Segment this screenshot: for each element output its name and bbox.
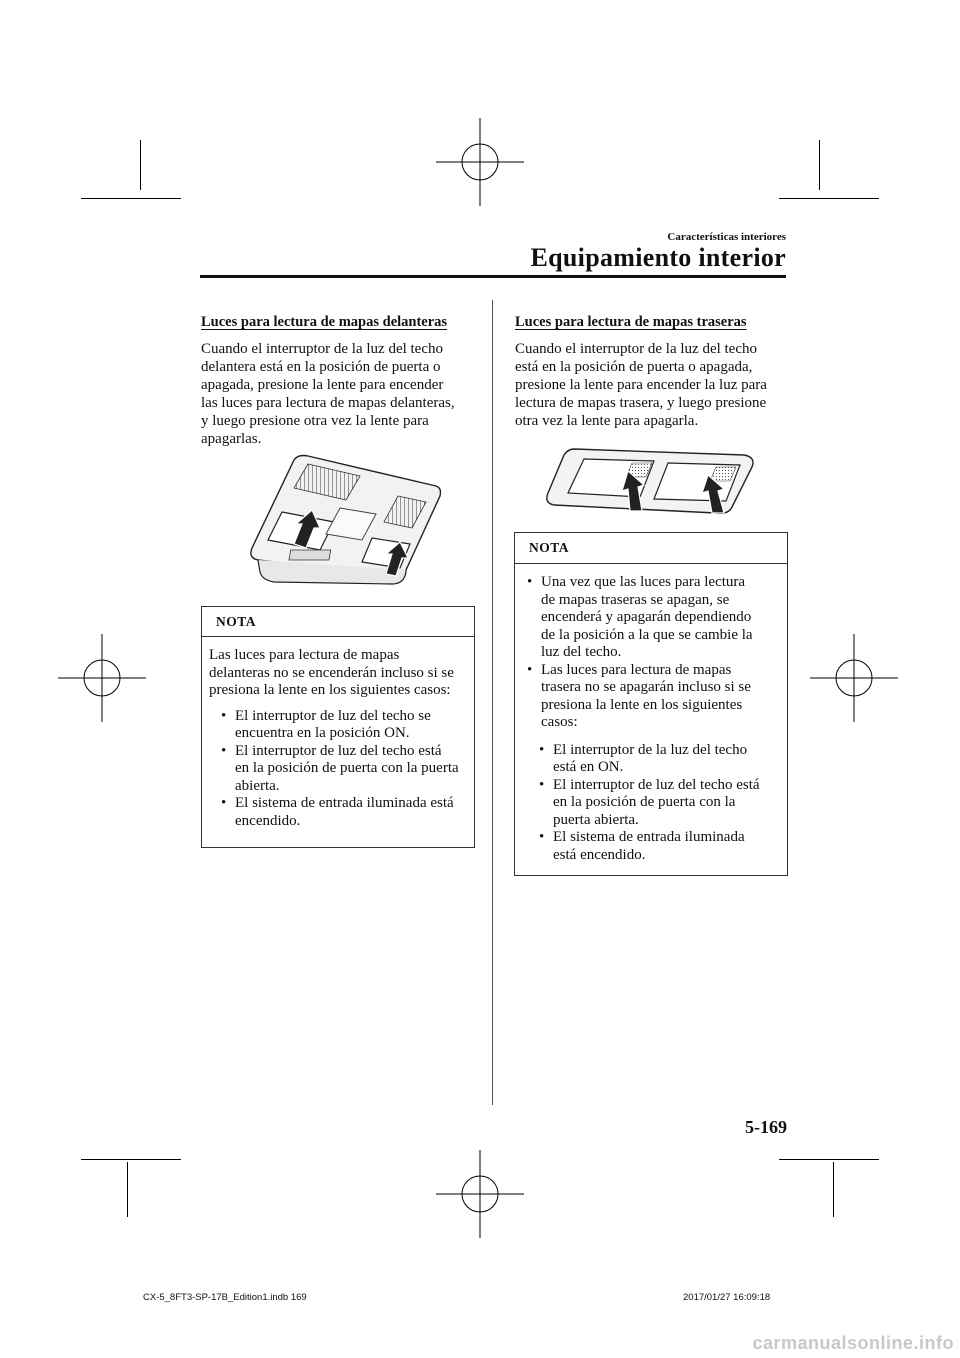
paragraph-line: y luego presione otra vez la lente para: [201, 413, 429, 429]
rear-note-box: [514, 532, 788, 876]
paragraph-line: lectura de mapas trasera, y luego presione: [515, 395, 767, 411]
bullet-line: El interruptor de luz del techo está: [553, 776, 760, 793]
note-line: presiona la lente en los siguientes casos:: [209, 682, 451, 698]
page-title: Equipamiento interior: [530, 243, 786, 272]
bullet-line: de la posición a la que se cambie la: [541, 626, 753, 643]
bullet-dot: •: [539, 776, 545, 793]
paragraph-line: Cuando el interruptor de la luz del techo: [201, 341, 443, 357]
paragraph-line: Cuando el interruptor de la luz del techo: [515, 341, 757, 357]
note-line: Las luces para lectura de mapas: [209, 647, 400, 663]
footer-filename: CX-5_8FT3-SP-17B_Edition1.indb 169: [143, 1292, 307, 1303]
bullet-line: encenderá y apagarán dependiendo: [541, 609, 752, 625]
footer-timestamp: 2017/01/27 16:09:18: [683, 1292, 771, 1303]
paragraph-line: presione la lente para encender la luz para: [515, 377, 767, 393]
rear-lamps-heading: Luces para lectura de mapas traseras: [515, 314, 747, 330]
bullet-dot: •: [539, 829, 545, 845]
note-line: delanteras no se encenderán incluso si se: [209, 664, 454, 681]
bullet-line: El sistema de entrada iluminada está: [235, 795, 454, 811]
bullet-dot: •: [221, 707, 227, 724]
bullet-dot: •: [539, 741, 545, 758]
note-body: [202, 637, 474, 840]
front-map-lamp-illustration: [236, 452, 466, 586]
bullet-line: en la posición de puerta con la: [553, 794, 736, 810]
rear-map-lamp-illustration: [544, 445, 762, 517]
rear-lamps-paragraph: [515, 340, 767, 430]
bullet-line: puerta abierta.: [553, 811, 639, 828]
front-note-box: [201, 606, 475, 848]
paragraph-line: está en la posición de puerta o apagada,: [515, 359, 753, 375]
bullet-line: está en ON.: [553, 759, 624, 775]
bullet-line: está encendido.: [553, 846, 646, 863]
note-subbullet: [539, 829, 781, 864]
bullet-line: en la posición de puerta con la puerta: [235, 760, 459, 776]
bullet-line: abierta.: [235, 777, 280, 794]
section-label: Características interiores: [667, 231, 786, 243]
note-body: [515, 564, 787, 874]
paragraph-line: delantera está en la posición de puerta o: [201, 359, 441, 375]
note-subbullet: [539, 777, 781, 830]
bullet-line: encuentra en la posición ON.: [235, 725, 410, 741]
note-bullet: [221, 743, 468, 796]
paragraph-line: apagada, presione la lente para encender: [201, 377, 444, 393]
bullet-line: El interruptor de luz del techo está: [235, 742, 442, 759]
bullet-line: Una vez que las luces para lectura: [541, 574, 746, 590]
bullet-line: de mapas traseras se apagan, se: [541, 591, 730, 608]
note-title: NOTA: [515, 533, 787, 564]
paragraph-line: otra vez la lente para apagarla.: [515, 413, 699, 429]
bullet-dot: •: [527, 574, 533, 590]
paragraph-line: apagarlas.: [201, 431, 262, 447]
note-bullet: [527, 662, 781, 732]
paragraph-line: las luces para lectura de mapas delanteras,: [201, 395, 455, 411]
note-title: NOTA: [202, 607, 474, 637]
page-number: 5-169: [745, 1117, 787, 1137]
bullet-line: presiona la lente en los siguientes: [541, 696, 743, 713]
front-lamps-paragraph: [201, 340, 455, 448]
registration-mark-left: [58, 634, 146, 722]
note-bullet: [221, 795, 468, 830]
front-lamps-heading: Luces para lectura de mapas delanteras: [201, 314, 448, 330]
bullet-line: trasera no se apagarán incluso si se: [541, 679, 751, 695]
note-subbullet: [539, 742, 781, 777]
bullet-line: encendido.: [235, 812, 301, 829]
bullet-line: El sistema de entrada iluminada: [553, 829, 745, 845]
registration-mark-bottom: [436, 1150, 524, 1238]
bullet-line: casos:: [541, 714, 578, 730]
bullet-dot: •: [527, 661, 533, 678]
note-bullet: [221, 708, 468, 743]
registration-mark-right: [810, 634, 898, 722]
bullet-dot: •: [221, 742, 227, 759]
bullet-dot: •: [221, 795, 227, 811]
note-bullet: [527, 574, 781, 662]
column-divider: [492, 300, 493, 1105]
bullet-line: luz del techo.: [541, 644, 622, 660]
registration-mark-top: [436, 118, 524, 206]
bullet-line: Las luces para lectura de mapas: [541, 661, 732, 678]
header-rule: [200, 275, 786, 278]
bullet-line: El interruptor de la luz del techo: [553, 741, 748, 758]
bullet-line: El interruptor de luz del techo se: [235, 707, 431, 724]
watermark: carmanualsonline.info: [752, 1333, 954, 1353]
